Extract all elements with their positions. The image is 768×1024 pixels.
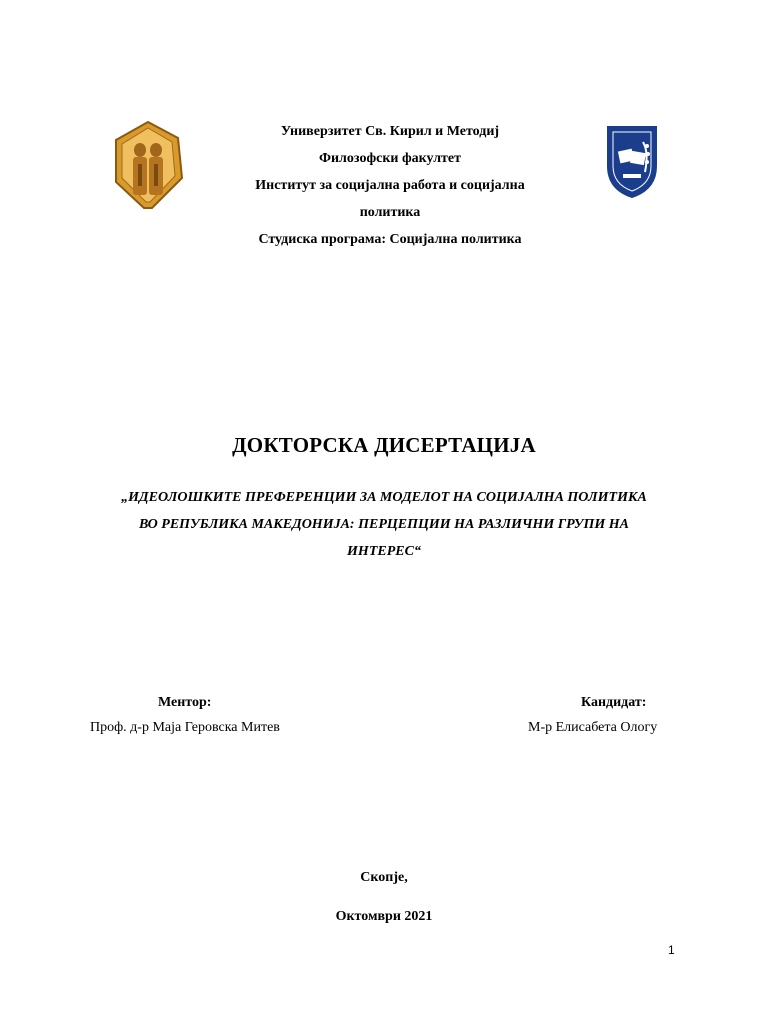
institute-name-line2: политика	[359, 205, 421, 220]
page-number: 1	[668, 943, 675, 957]
candidate-name: М-р Елисабета Ологу	[528, 720, 658, 735]
title-line-1: „ИДЕОЛОШКИТЕ ПРЕФЕРЕНЦИИ ЗА МОДЕЛОТ НА СОЦИЈАЛНА ПОЛИТИКА	[121, 490, 647, 505]
city: Скопје,	[360, 870, 408, 885]
study-program: Студиска програма: Социјална политика	[258, 232, 522, 247]
institution-header	[200, 118, 580, 253]
mentor-name: Проф. д-р Маја Геровска Митев	[90, 720, 280, 735]
university-seal-icon	[112, 120, 184, 210]
title-line-3: ИНТЕРЕС“	[347, 544, 421, 559]
candidate-label: Кандидат:	[581, 695, 647, 710]
faculty-emblem-icon	[601, 122, 663, 200]
institute-name-line1: Институт за социјална работа и социјална	[255, 178, 525, 193]
faculty-name: Филозофски факултет	[318, 151, 462, 166]
university-name: Универзитет Св. Кирил и Методиј	[280, 124, 500, 139]
mentor-label: Ментор:	[158, 695, 212, 710]
date: Октомври 2021	[335, 909, 433, 924]
document-type-heading: ДОКТОРСКА ДИСЕРТАЦИЈА	[232, 433, 536, 457]
title-line-2: ВО РЕПУБЛИКА МАКЕДОНИЈА: ПЕРЦЕПЦИИ НА РАЗЛИЧНИ ГРУПИ НА	[138, 517, 629, 532]
dissertation-title	[84, 484, 684, 565]
